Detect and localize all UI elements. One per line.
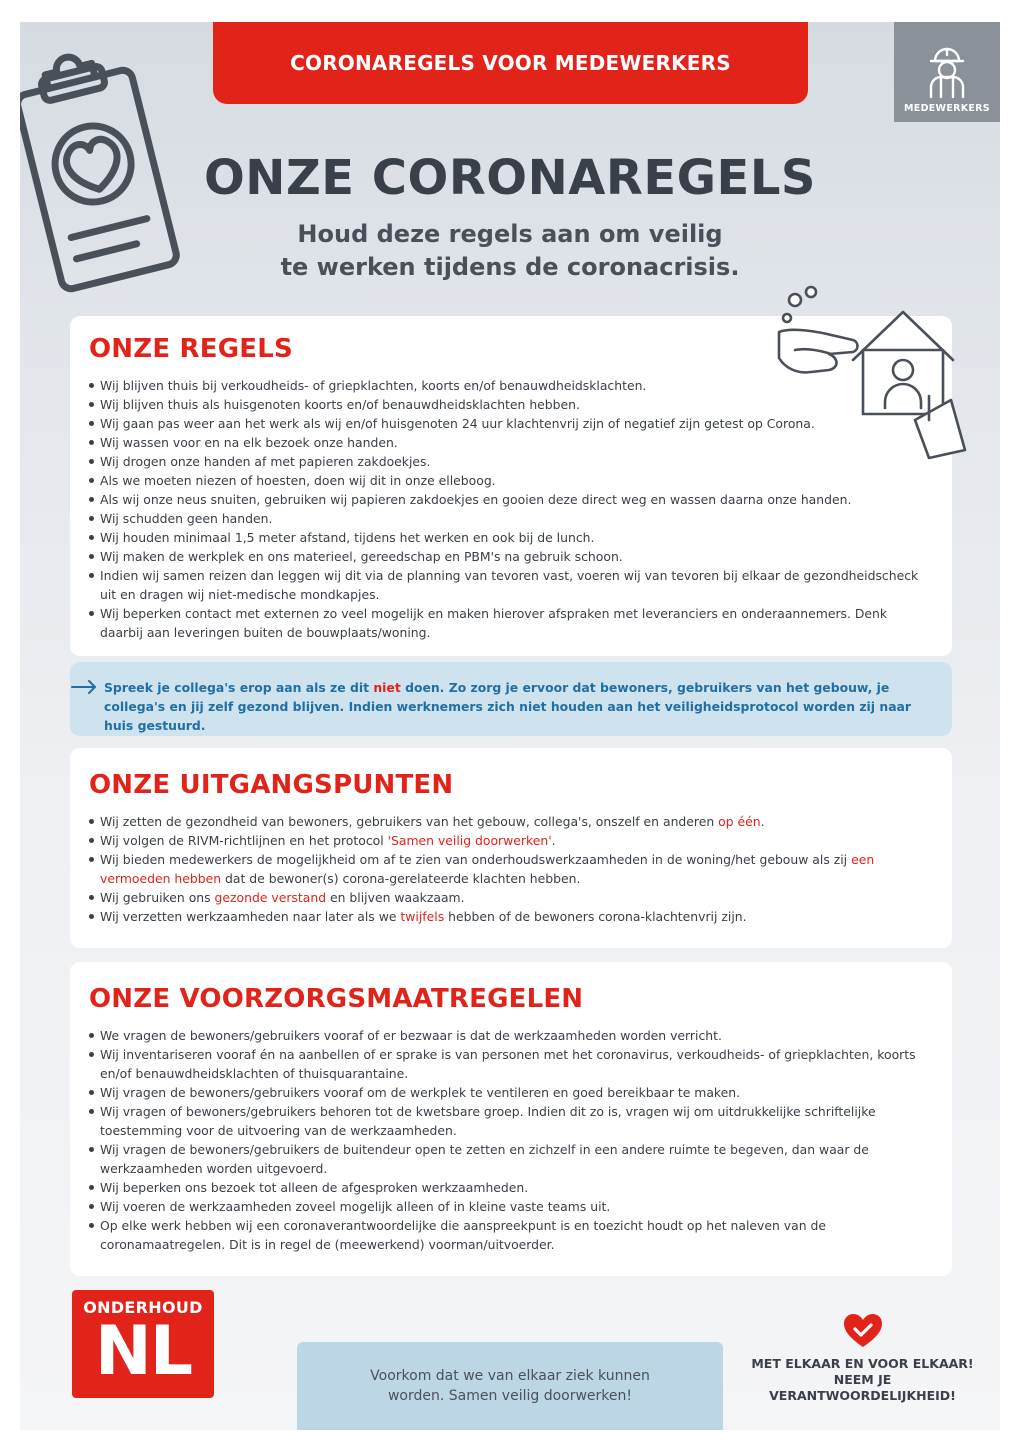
- list-item-text: .: [760, 814, 765, 829]
- heart-check-icon: [844, 1314, 882, 1348]
- footer-message: Voorkom dat we van elkaar ziek kunnen worden. Samen veilig doorwerken!: [370, 1368, 650, 1404]
- list-item-text: Wij bieden medewerkers de mogelijkheid om af te zien van onderhoudswerkzaamheden in de woning/het gebouw als zij: [100, 852, 852, 867]
- list-item: Wij wassen voor en na elk bezoek onze handen.: [89, 433, 932, 452]
- list-item: Wij drogen onze handen af met papieren zakdoekjes.: [89, 452, 932, 471]
- callout-box: [70, 662, 952, 736]
- subtitle-line-2: te werken tijdens de coronacrisis.: [280, 253, 740, 281]
- callout-text-1: Spreek je collega's erop aan als ze dit: [104, 680, 374, 695]
- logo-main-text: NL: [94, 1312, 192, 1391]
- list-item: Als wij onze neus snuiten, gebruiken wij papieren zakdoekjes en gooien deze direct weg en wassen daarna onze handen.: [89, 490, 932, 509]
- list-item: [89, 831, 932, 850]
- handwash-house-icon: [765, 270, 985, 460]
- footer-slogan: [745, 1314, 980, 1404]
- list-item: [89, 850, 932, 888]
- list-item: Wij houden minimaal 1,5 meter afstand, tijdens het werken en ook bij de lunch.: [89, 528, 932, 547]
- list-item-text: en blijven waakzaam.: [326, 890, 465, 905]
- voorzorg-heading: ONZE VOORZORGSMAATREGELEN: [89, 984, 584, 1014]
- list-item-highlight: gezonde verstand: [214, 890, 327, 905]
- list-item-text: .: [551, 833, 556, 848]
- onderhoud-nl-logo: [72, 1290, 214, 1398]
- list-item: [89, 907, 932, 926]
- list-item-text: hebben of de bewoners corona-klachtenvrij zijn.: [444, 909, 747, 924]
- banner-title: CORONAREGELS VOOR MEDEWERKERS: [290, 51, 731, 75]
- poster: [20, 22, 1000, 1430]
- list-item-highlight: op één: [718, 814, 761, 829]
- list-item: We vragen de bewoners/gebruikers vooraf of er bezwaar is dat de werkzaamheden worden verricht.: [89, 1026, 932, 1045]
- arrow-right-icon: [70, 680, 98, 694]
- list-item: Als we moeten niezen of hoesten, doen wij dit in onze elleboog.: [89, 471, 932, 490]
- list-item: Wij voeren de werkzaamheden zoveel mogelijk alleen of in kleine vaste teams uit.: [89, 1197, 932, 1216]
- list-item: Wij blijven thuis bij verkoudheids- of griepklachten, koorts en/of benauwdheidsklachten.: [89, 376, 932, 395]
- list-item: Wij vragen de bewoners/gebruikers vooraf om de werkplek te ventileren en goed bereikbaar te maken.: [89, 1083, 932, 1102]
- list-item: [89, 812, 932, 831]
- list-item-highlight: twijfels: [400, 909, 445, 924]
- list-item: Wij maken de werkplek en ons materieel, gereedschap en PBM's na gebruik schoon.: [89, 547, 932, 566]
- list-item: Wij blijven thuis als huisgenoten koorts en/of benauwdheidsklachten hebben.: [89, 395, 932, 414]
- list-item: Wij schudden geen handen.: [89, 509, 932, 528]
- medewerkers-badge: [894, 22, 1000, 122]
- list-item: Wij beperken contact met externen zo veel mogelijk en maken hierover afspraken met leveranciers en onderaannemers. Denk daarbij aan leveringen buiten de bouwplaats/woning.: [89, 604, 932, 642]
- list-item: Wij vragen de bewoners/gebruikers de buitendeur open te zetten en zichzelf in een andere ruimte te begeven, dan waar de werkzaamheden worden uitgevoerd.: [89, 1140, 932, 1178]
- list-item: Wij gaan pas weer aan het werk als wij en/of huisgenoten 24 uur klachtenvrij zijn of negatief zijn getest op Corona.: [89, 414, 932, 433]
- footer-slogan-text: MET ELKAAR EN VOOR ELKAAR! NEEM JE VERANTWOORDELIJKHEID!: [751, 1356, 974, 1403]
- list-item: Op elke werk hebben wij een coronaverantwoordelijke die aanspreekpunt is en toezicht houdt op het naleven van de coronamaatregelen. Dit is in regel de (meewerkend) voorman/uitvoerder.: [89, 1216, 932, 1254]
- regels-heading: ONZE REGELS: [89, 334, 293, 364]
- badge-label: MEDEWERKERS: [904, 103, 990, 114]
- page-subtitle: [230, 218, 790, 284]
- callout-emphasis: niet: [373, 680, 401, 695]
- footer-message-box: [297, 1342, 723, 1430]
- uitgangspunten-list: [89, 812, 932, 926]
- list-item-text: Wij zetten de gezondheid van bewoners, gebruikers van het gebouw, collega's, onszelf en anderen: [100, 814, 719, 829]
- panel-onze-voorzorgsmaatregelen: [70, 962, 952, 1276]
- callout-text-2: doen. Zo zorg je ervoor dat bewoners, gebruikers van het gebouw, je collega's en jij zelf gezond blijven. Indien werknemers zich niet houden aan het veiligheidsprotocol worden zij naar huis gestuurd.: [104, 680, 912, 733]
- list-item: Wij beperken ons bezoek tot alleen de afgesproken werkzaamheden.: [89, 1178, 932, 1197]
- uitgangspunten-heading: ONZE UITGANGSPUNTEN: [89, 770, 454, 800]
- list-item: [89, 888, 932, 907]
- top-banner: [213, 22, 808, 104]
- worker-icon: [925, 43, 969, 99]
- list-item: Wij vragen of bewoners/gebruikers behoren tot de kwetsbare groep. Indien dit zo is, vragen wij om uitdrukkelijke schriftelijke toestemming voor de uitvoering van de werkzaamheden.: [89, 1102, 932, 1140]
- list-item-text: Wij gebruiken ons: [100, 890, 215, 905]
- list-item-highlight: een vermoeden hebben: [100, 852, 875, 886]
- page-title: ONZE CORONAREGELS: [204, 150, 816, 206]
- list-item: Indien wij samen reizen dan leggen wij dit via de planning van tevoren vast, voeren wij van tevoren bij elkaar de gezondheidscheck uit en dragen wij niet-medische mondkapjes.: [89, 566, 932, 604]
- voorzorg-list: [89, 1026, 932, 1254]
- list-item: Wij inventariseren vooraf én na aanbellen of er sprake is van personen met het coronavirus, verkoudheids- of griepklachten, koorts en/of benauwdheidsklachten of thuisquarantaine.: [89, 1045, 932, 1083]
- list-item-text: Wij verzetten werkzaamheden naar later als we: [100, 909, 401, 924]
- logo-top-text: ONDERHOUD: [83, 1298, 203, 1317]
- panel-onze-uitgangspunten: [70, 748, 952, 948]
- list-item-text: dat de bewoner(s) corona-gerelateerde klachten hebben.: [221, 871, 581, 886]
- list-item-text: Wij volgen de RIVM-richtlijnen en het protocol: [100, 833, 388, 848]
- subtitle-line-1: Houd deze regels aan om veilig: [297, 220, 723, 248]
- list-item-highlight: 'Samen veilig doorwerken': [387, 833, 552, 848]
